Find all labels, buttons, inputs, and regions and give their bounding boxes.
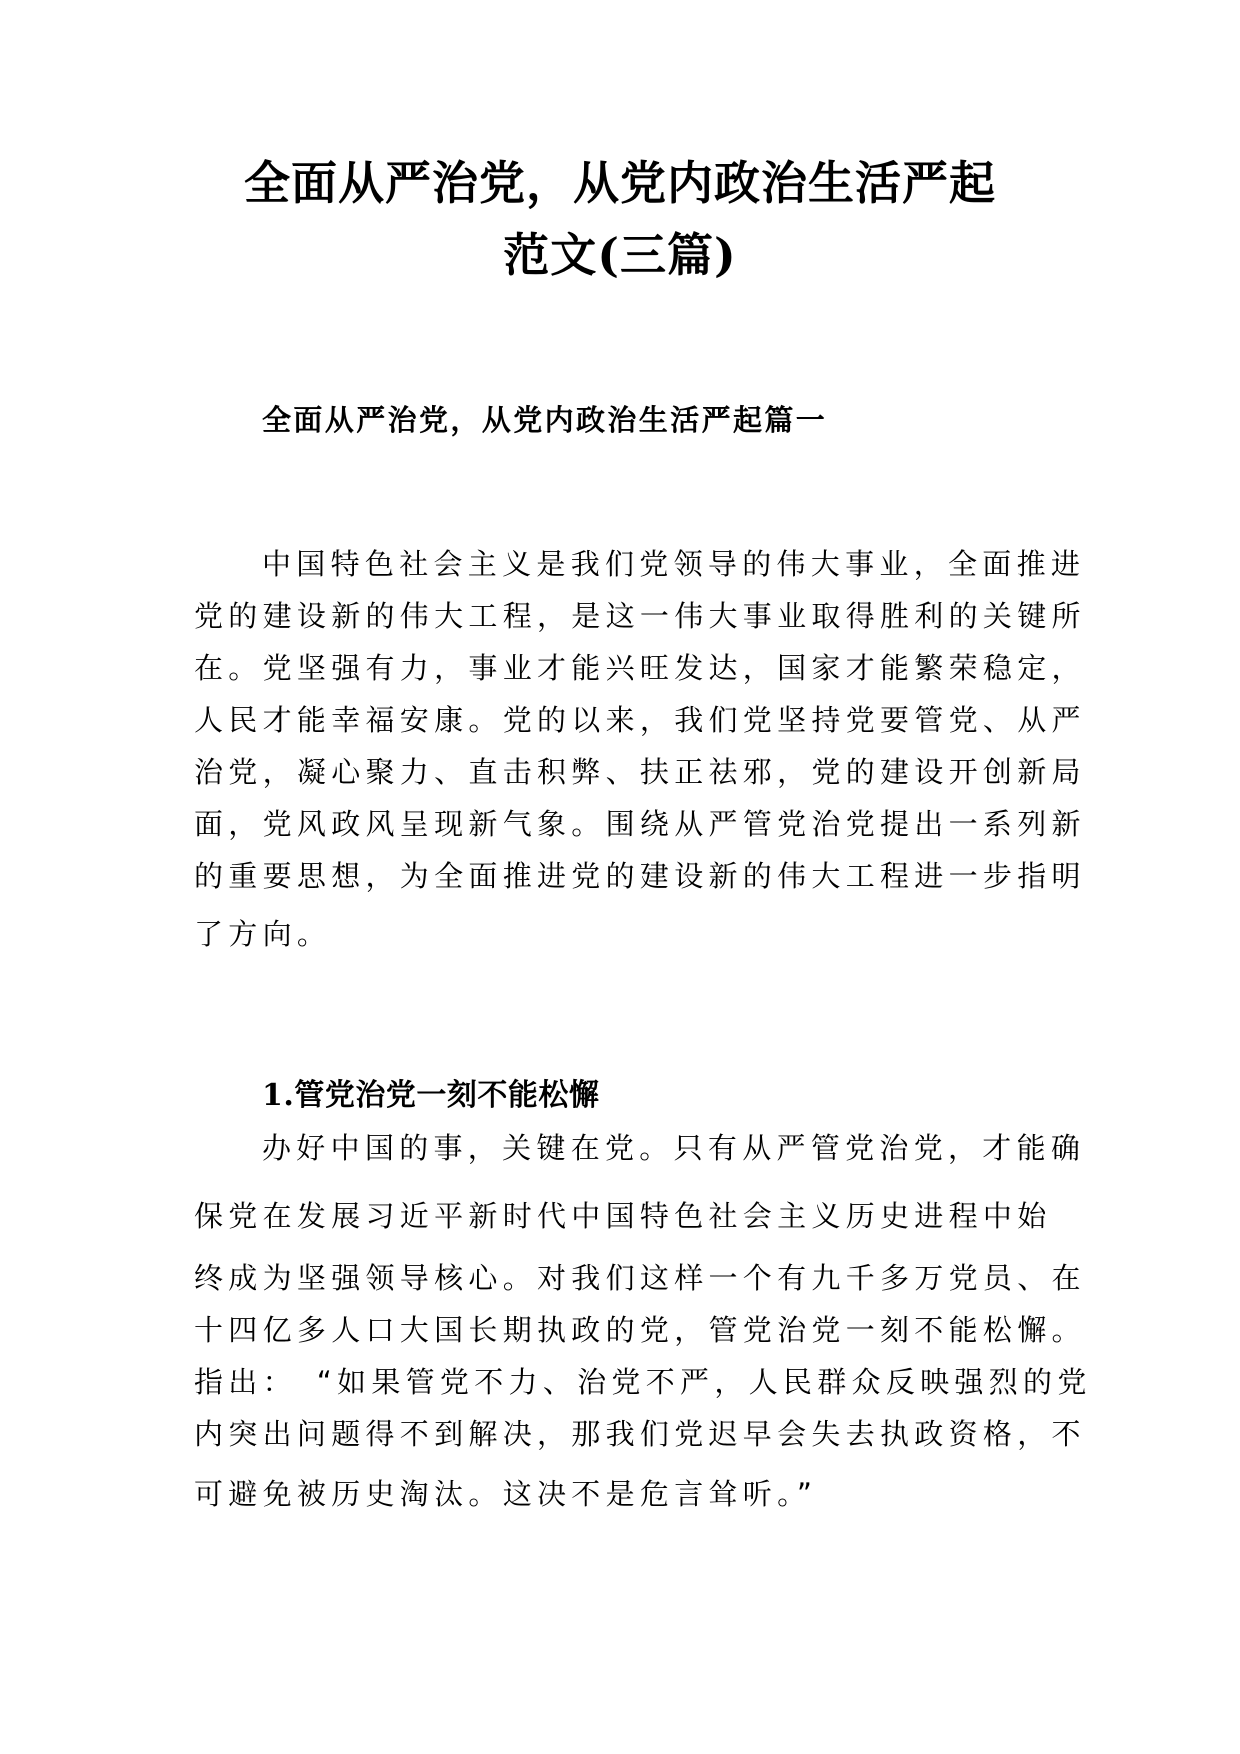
section-heading: 全面从严治党，从党内政治生活严起篇一 [262, 403, 828, 437]
paragraph-line: 党的建设新的伟大工程，是这一伟大事业取得胜利的关键所 [194, 599, 1086, 633]
paragraph-line: 的重要思想，为全面推进党的建设新的伟大工程进一步指明 [194, 859, 1086, 893]
paragraph-line: 治党，凝心聚力、直击积弊、扶正祛邪，党的建设开创新局 [194, 755, 1086, 789]
paragraph-line: 可避免被历史淘汰。这决不是危言耸听。” [194, 1477, 818, 1511]
subheading-1: 1.管党治党一刻不能松懈 [262, 1078, 600, 1113]
paragraph-line: 内突出问题得不到解决，那我们党迟早会失去执政资格，不 [194, 1417, 1086, 1451]
paragraph-line: 人民才能幸福安康。党的以来，我们党坚持党要管党、从严 [194, 703, 1086, 737]
paragraph-line: 保党在发展习近平新时代中国特色社会主义历史进程中始 [194, 1199, 1052, 1233]
paragraph-line: 办好中国的事，关键在党。只有从严管党治党，才能确 [262, 1131, 1086, 1165]
paragraph-line: 十四亿多人口大国长期执政的党，管党治党一刻不能松懈。 [194, 1313, 1086, 1347]
paragraph-line: 了方向。 [194, 917, 332, 951]
paragraph-line: 在。党坚强有力，事业才能兴旺发达，国家才能繁荣稳定， [194, 651, 1086, 685]
document-title-line-1: 全面从严治党，从党内政治生活严起 [244, 156, 996, 210]
document-title-line-2: 范文(三篇) [503, 228, 737, 282]
paragraph-line: 终成为坚强领导核心。对我们这样一个有九千多万党员、在 [194, 1261, 1086, 1295]
paragraph-line: 指出： “如果管党不力、治党不严，人民群众反映强烈的党 [194, 1365, 1092, 1399]
paragraph-line: 面，党风政风呈现新气象。围绕从严管党治党提出一系列新 [194, 807, 1086, 841]
paragraph-line: 中国特色社会主义是我们党领导的伟大事业，全面推进 [262, 547, 1086, 581]
